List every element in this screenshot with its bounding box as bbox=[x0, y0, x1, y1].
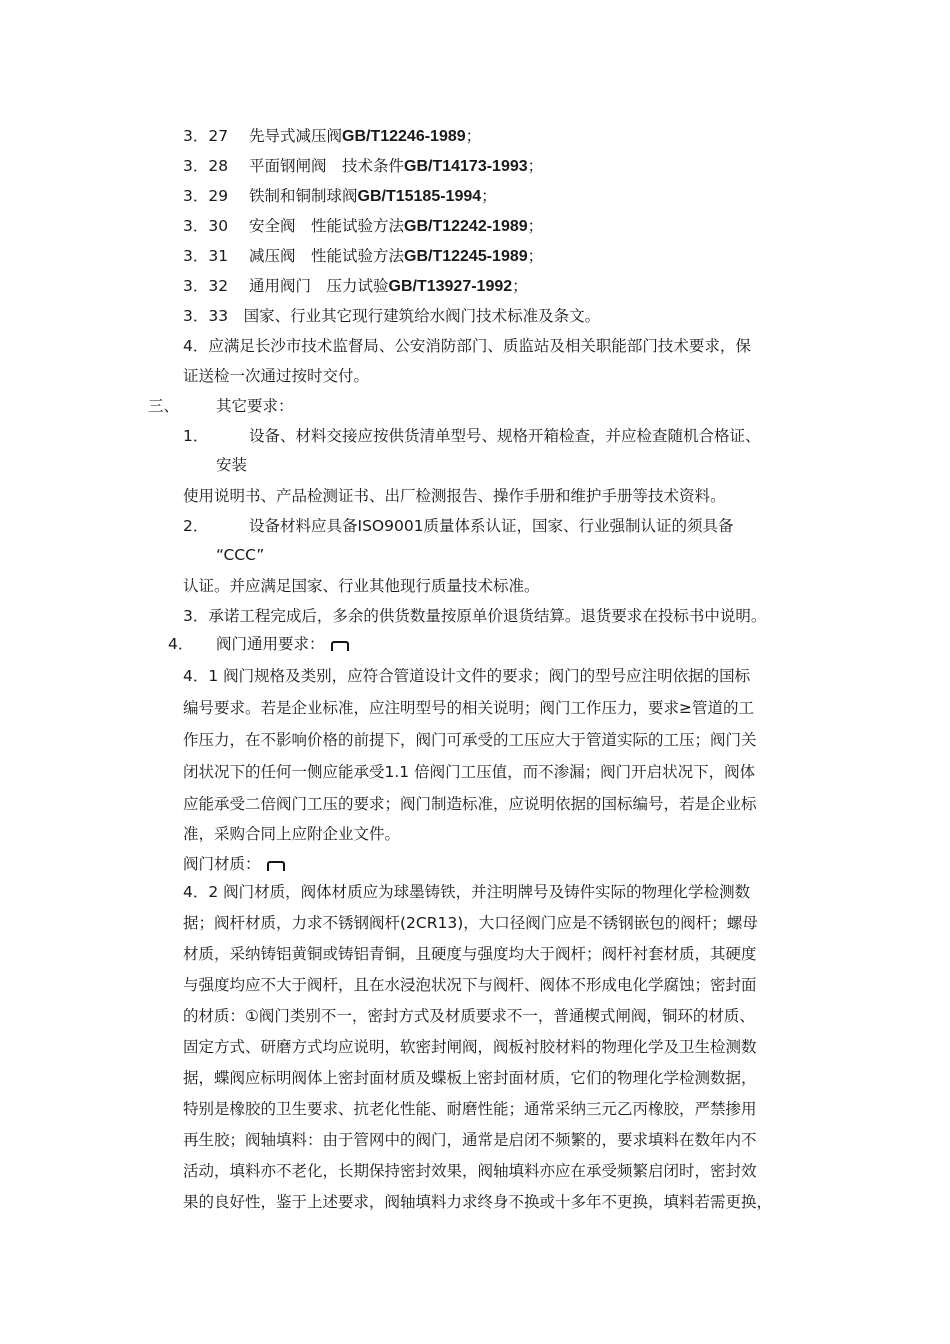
item-number: 3．27 bbox=[183, 127, 229, 145]
paragraph-line: 应能承受二倍阀门工压的要求；阀门制造标准，应说明依据的国标编号，若是企业标 bbox=[183, 795, 757, 813]
item-text: 安全阀 性能试验方法 bbox=[249, 217, 405, 235]
other-req-2-line3: 认证。并应满足国家、行业其他现行质量技术标准。 bbox=[183, 577, 540, 595]
item-end: ； bbox=[527, 247, 544, 265]
standard-code: GB/T15185-1994 bbox=[357, 188, 482, 205]
other-req-2-line1 bbox=[183, 516, 734, 536]
other-req-2-line2: “CCC” bbox=[216, 546, 265, 564]
item-text: 设备材料应具备ISO9001质量体系认证，国家、行业强制认证的须具备 bbox=[249, 517, 734, 535]
paragraph-line: 特别是橡胶的卫生要求、抗老化性能、耐磨性能；通常采纳三元乙丙橡胶，严禁掺用 bbox=[183, 1100, 757, 1118]
paragraph-line: 固定方式、研磨方式均应说明，软密封闸阀，阀板衬胶材料的物理化学及卫生检测数 bbox=[183, 1038, 757, 1056]
item-end: ； bbox=[481, 187, 497, 205]
other-req-4-heading bbox=[168, 634, 349, 654]
section-3-heading bbox=[148, 396, 294, 416]
item-text: 设备、材料交接应按供货清单型号、规格开箱检查，并应检查随机合格证、 bbox=[249, 427, 761, 445]
item-end: ； bbox=[512, 277, 528, 295]
item-end: ； bbox=[465, 127, 482, 145]
paragraph-line: 材质，采纳铸铝黄铜或铸铝青铜，且硬度与强度均大于阀杆；阀杆衬套材质，其硬度 bbox=[183, 945, 757, 963]
other-req-1-line2: 安装 bbox=[216, 456, 248, 474]
standard-item bbox=[183, 156, 543, 177]
standard-code: GB/T12246-1989 bbox=[342, 128, 466, 145]
requirement-4-line2: 证送检一次通过按时交付。 bbox=[183, 367, 370, 385]
item-number: 2． bbox=[183, 517, 209, 535]
material-title: 阀门材质： bbox=[183, 855, 261, 873]
standard-item-333: 3．33 国家、行业其它现行建筑给水阀门技术标准及条文。 bbox=[183, 307, 601, 325]
paragraph-line: 据，蝶阀应标明阀体上密封面材质及蝶板上密封面材质，它们的物理化学检测数据， bbox=[183, 1069, 757, 1087]
item-text: 铁制和铜制球阀 bbox=[249, 187, 358, 205]
standard-item bbox=[183, 186, 497, 207]
item-number: 3．28 bbox=[183, 157, 229, 175]
item-end: ； bbox=[527, 217, 544, 235]
paragraph-line: 再生胶；阀轴填料：由于管网中的阀门，通常是启闭不频繁的，要求填料在数年内不 bbox=[183, 1131, 757, 1149]
paragraph-line: 准，采购合同上应附企业文件。 bbox=[183, 825, 401, 843]
standard-item bbox=[183, 126, 481, 147]
other-req-1-line3: 使用说明书、产品检测证书、出厂检测报告、操作手册和维护手册等技术资料。 bbox=[183, 487, 726, 505]
standard-item bbox=[183, 246, 543, 267]
paragraph-line: 活动，填料亦不老化，长期保持密封效果，阀轴填料亦应在承受频繁启闭时，密封效 bbox=[183, 1162, 757, 1180]
section-title: 其它要求： bbox=[216, 397, 294, 415]
section-number: 三、 bbox=[148, 397, 180, 415]
item-number: 3．29 bbox=[183, 187, 229, 205]
other-req-1-line1 bbox=[183, 426, 761, 446]
paragraph-line: 4．1 阀门规格及类别，应符合管道设计文件的要求；阀门的型号应注明依据的国标 bbox=[183, 667, 751, 685]
item-text: 减压阀 性能试验方法 bbox=[249, 247, 405, 265]
item-number: 3．32 bbox=[183, 277, 229, 295]
standard-code: GB/T12245-1989 bbox=[404, 248, 528, 265]
paragraph-line: 果的良好性，鉴于上述要求，阀轴填料力求终身不换或十多年不更换，填料若需更换， bbox=[183, 1193, 773, 1211]
standard-item bbox=[183, 276, 528, 297]
item-end: ； bbox=[527, 157, 544, 175]
other-req-3: 3．承诺工程完成后，多余的供货数量按原单价退货结算。退货要求在投标书中说明。 bbox=[183, 607, 767, 625]
standard-code: GB/T12242-1989 bbox=[404, 218, 528, 235]
item-text: 通用阀门 压力试验 bbox=[249, 277, 389, 295]
standard-item bbox=[183, 216, 543, 237]
item-number: 4． bbox=[168, 635, 194, 653]
item-number: 1． bbox=[183, 427, 209, 445]
paragraph-line: 作压力，在不影响价格的前提下，阀门可承受的工压应大于管道实际的工压；阀门关 bbox=[183, 731, 757, 749]
material-heading bbox=[183, 854, 285, 874]
item-number: 3．30 bbox=[183, 217, 229, 235]
paragraph-line: 的材质：①阀门类别不一，密封方式及材质要求不一，普通楔式闸阀，铜环的材质、 bbox=[183, 1007, 755, 1025]
paragraph-line: 闭状况下的任何一侧应能承受1.1 倍阀门工压值，而不渗漏；阀门开启状况下，阀体 bbox=[183, 763, 756, 781]
paragraph-line: 与强度均应不大于阀杆，且在水浸泡状况下与阀杆、阀体不形成电化学腐蚀；密封面 bbox=[183, 976, 757, 994]
item-text: 先导式减压阀 bbox=[249, 127, 343, 145]
standard-code: GB/T14173-1993 bbox=[404, 158, 528, 175]
paragraph-line: 编号要求。若是企业标准，应注明型号的相关说明；阀门工作压力，要求≥管道的工 bbox=[183, 699, 754, 717]
bracket-mark-icon bbox=[267, 861, 285, 871]
paragraph-line: 据；阀杆材质，力求不锈钢阀杆(2CR13)，大口径阀门应是不锈钢嵌包的阀杆；螺母 bbox=[183, 914, 758, 932]
item-text: 平面钢闸阀 技术条件 bbox=[249, 157, 405, 175]
item-text: 阀门通用要求： bbox=[216, 635, 325, 653]
paragraph-line: 4．2 阀门材质，阀体材质应为球墨铸铁，并注明牌号及铸件实际的物理化学检测数 bbox=[183, 883, 751, 901]
item-number: 3．31 bbox=[183, 247, 229, 265]
bracket-mark-icon bbox=[331, 641, 349, 651]
requirement-4-line1: 4．应满足长沙市技术监督局、公安消防部门、质监站及相关职能部门技术要求，保 bbox=[183, 337, 751, 355]
standard-code: GB/T13927-1992 bbox=[388, 278, 513, 295]
